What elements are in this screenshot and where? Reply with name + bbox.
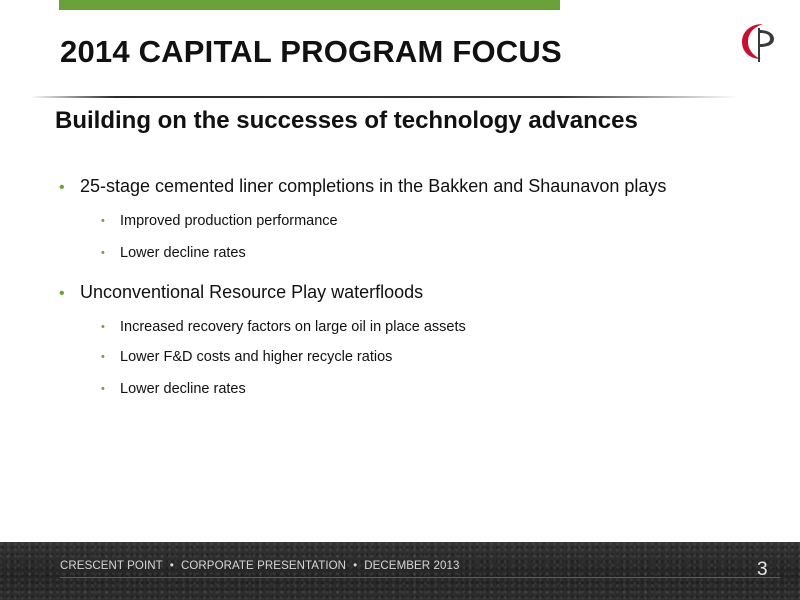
footer-presentation: CORPORATE PRESENTATION (180, 560, 347, 572)
footer-divider (60, 577, 780, 578)
bullet-text: Unconventional Resource Play waterfloods (80, 282, 424, 302)
bullet-icon: • (101, 247, 105, 259)
bullet-icon: • (101, 215, 105, 227)
sub-bullet-item (101, 319, 466, 335)
sub-bullet-text: Increased recovery factors on large oil in place assets (120, 319, 466, 335)
sub-bullet-text: Lower decline rates (120, 245, 246, 261)
footer-caption (60, 560, 459, 572)
footer-date: DECEMBER 2013 (364, 560, 460, 572)
footer-company: CRESCENT POINT (60, 560, 163, 572)
slide-title: 2014 CAPITAL PROGRAM FOCUS (60, 34, 562, 69)
bullet-icon: • (59, 179, 65, 196)
bullet-icon: • (59, 285, 65, 302)
sub-bullet-item (101, 245, 246, 261)
bullet-item (59, 176, 666, 197)
sub-bullet-item (101, 213, 338, 229)
sub-bullet-text: Lower decline rates (120, 381, 246, 397)
slide-subtitle: Building on the successes of technology advances (55, 107, 638, 134)
bullet-item (59, 282, 423, 303)
sub-bullet-text: Improved production performance (120, 213, 338, 229)
bullet-icon: • (101, 321, 105, 333)
sub-bullet-item (101, 381, 246, 397)
sub-bullet-text: Lower F&D costs and higher recycle ratios (120, 349, 393, 365)
footer-band (0, 542, 800, 600)
bullet-icon: • (101, 383, 105, 395)
footer-separator: • (353, 560, 358, 572)
footer-separator: • (169, 560, 174, 572)
bullet-text: 25-stage cemented liner completions in the Bakken and Shaunavon plays (80, 176, 667, 196)
bullet-icon: • (101, 351, 105, 363)
sub-bullet-item (101, 349, 392, 365)
page-number: 3 (757, 559, 768, 580)
